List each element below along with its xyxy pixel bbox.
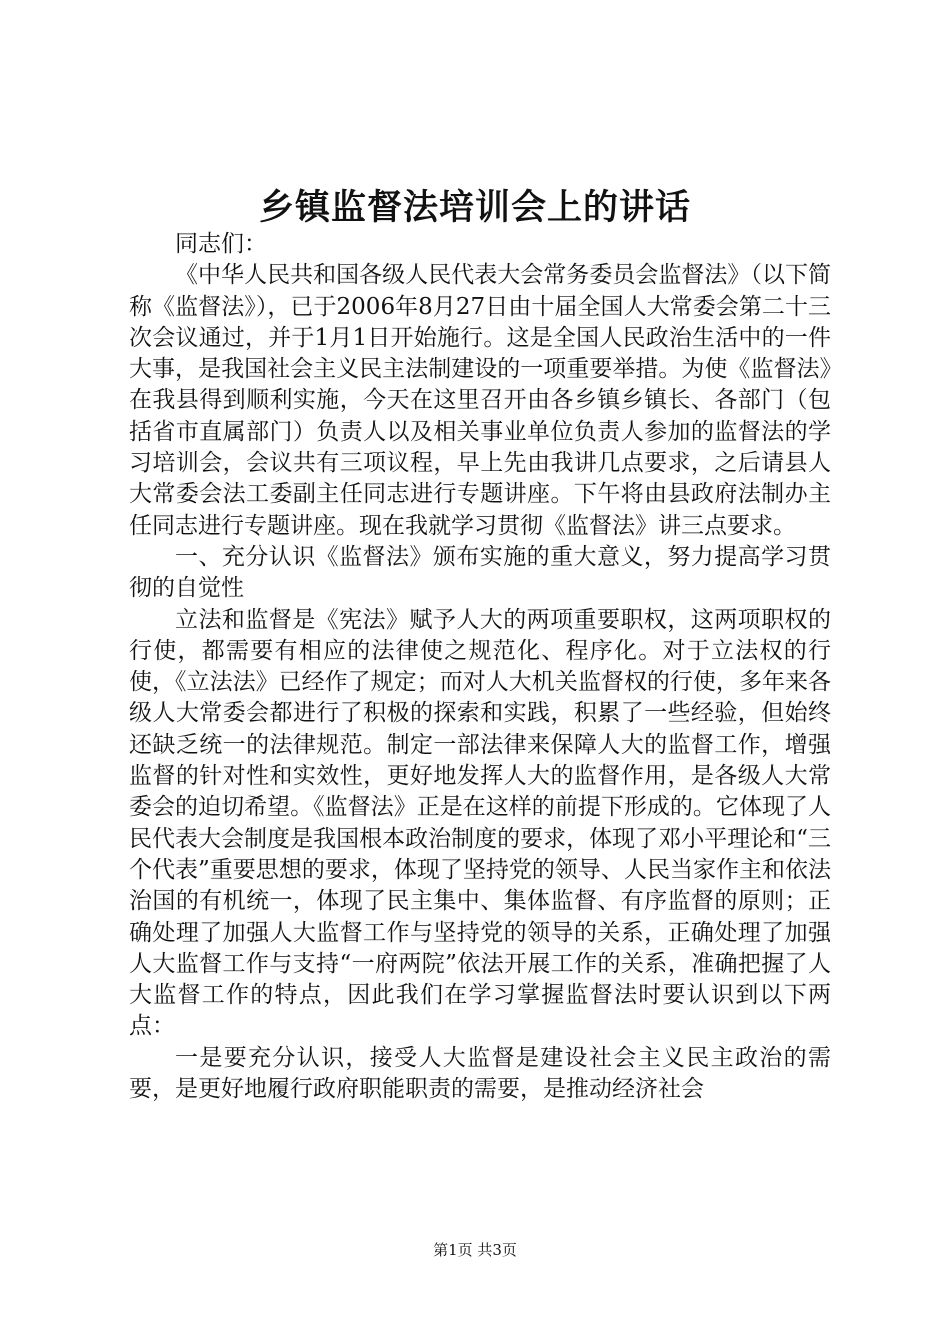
paragraph-intro: 《中华人民共和国各级人民代表大会常务委员会监督法》（以下简称《监督法》），已于2006年8月27日由十届全国人大常委会第二十三次会议通过，并于1月1日开始施行。这是全国人民政治生活中的一件大事，是我国社会主义民主法制建设的一项重要举措。为使《监督法》在我县得到顺利实施，今天在这里召开由各乡镇乡镇长、各部门（包括省市直属部门）负责人以及相关事业单位负责人参加的监督法的学习培训会，会议共有三项议程，早上先由我讲几点要求，之后请县人大常委会法工委副主任同志进行专题讲座。下午将由县政府法制办主任同志进行专题讲座。现在我就学习贯彻《监督法》讲三点要求。	[129, 262, 831, 539]
document-body	[129, 229, 831, 1105]
section-heading-1: 一、充分认识《监督法》颁布实施的重大意义，努力提高学习贯彻的自觉性	[129, 543, 831, 602]
paragraph-point-one: 一是要充分认识，接受人大监督是建设社会主义民主政治的需要，是更好地履行政府职能职责的需要，是推动经济社会	[129, 1044, 831, 1103]
page-number: 第1页 共3页	[433, 1241, 517, 1259]
document-title: 乡镇监督法培训会上的讲话	[258, 187, 691, 228]
paragraph-legislation: 立法和监督是《宪法》赋予人大的两项重要职权，这两项职权的行使，都需要有相应的法律使之规范化、程序化。对于立法权的行使，《立法法》已经作了规定；而对人大机关监督权的行使，多年来各级人大常委会都进行了积极的探索和实践，积累了一些经验，但始终还缺乏统一的法律规范。制定一部法律来保障人大的监督工作，增强监督的针对性和实效性，更好地发挥人大的监督作用，是各级人大常委会的迫切希望。《监督法》正是在这样的前提下形成的。它体现了人民代表大会制度是我国根本政治制度的要求，体现了邓小平理论和“三个代表”重要思想的要求，体现了坚持党的领导、人民当家作主和依法治国的有机统一，体现了民主集中、集体监督、有序监督的原则；正确处理了加强人大监督工作与坚持党的领导的关系，正确处理了加强人大监督工作与支持“一府两院”依法开展工作的关系，准确把握了人大监督工作的特点，因此我们在学习掌握监督法时要认识到以下两点：	[129, 606, 831, 1040]
salutation: 同志们：	[175, 231, 267, 257]
